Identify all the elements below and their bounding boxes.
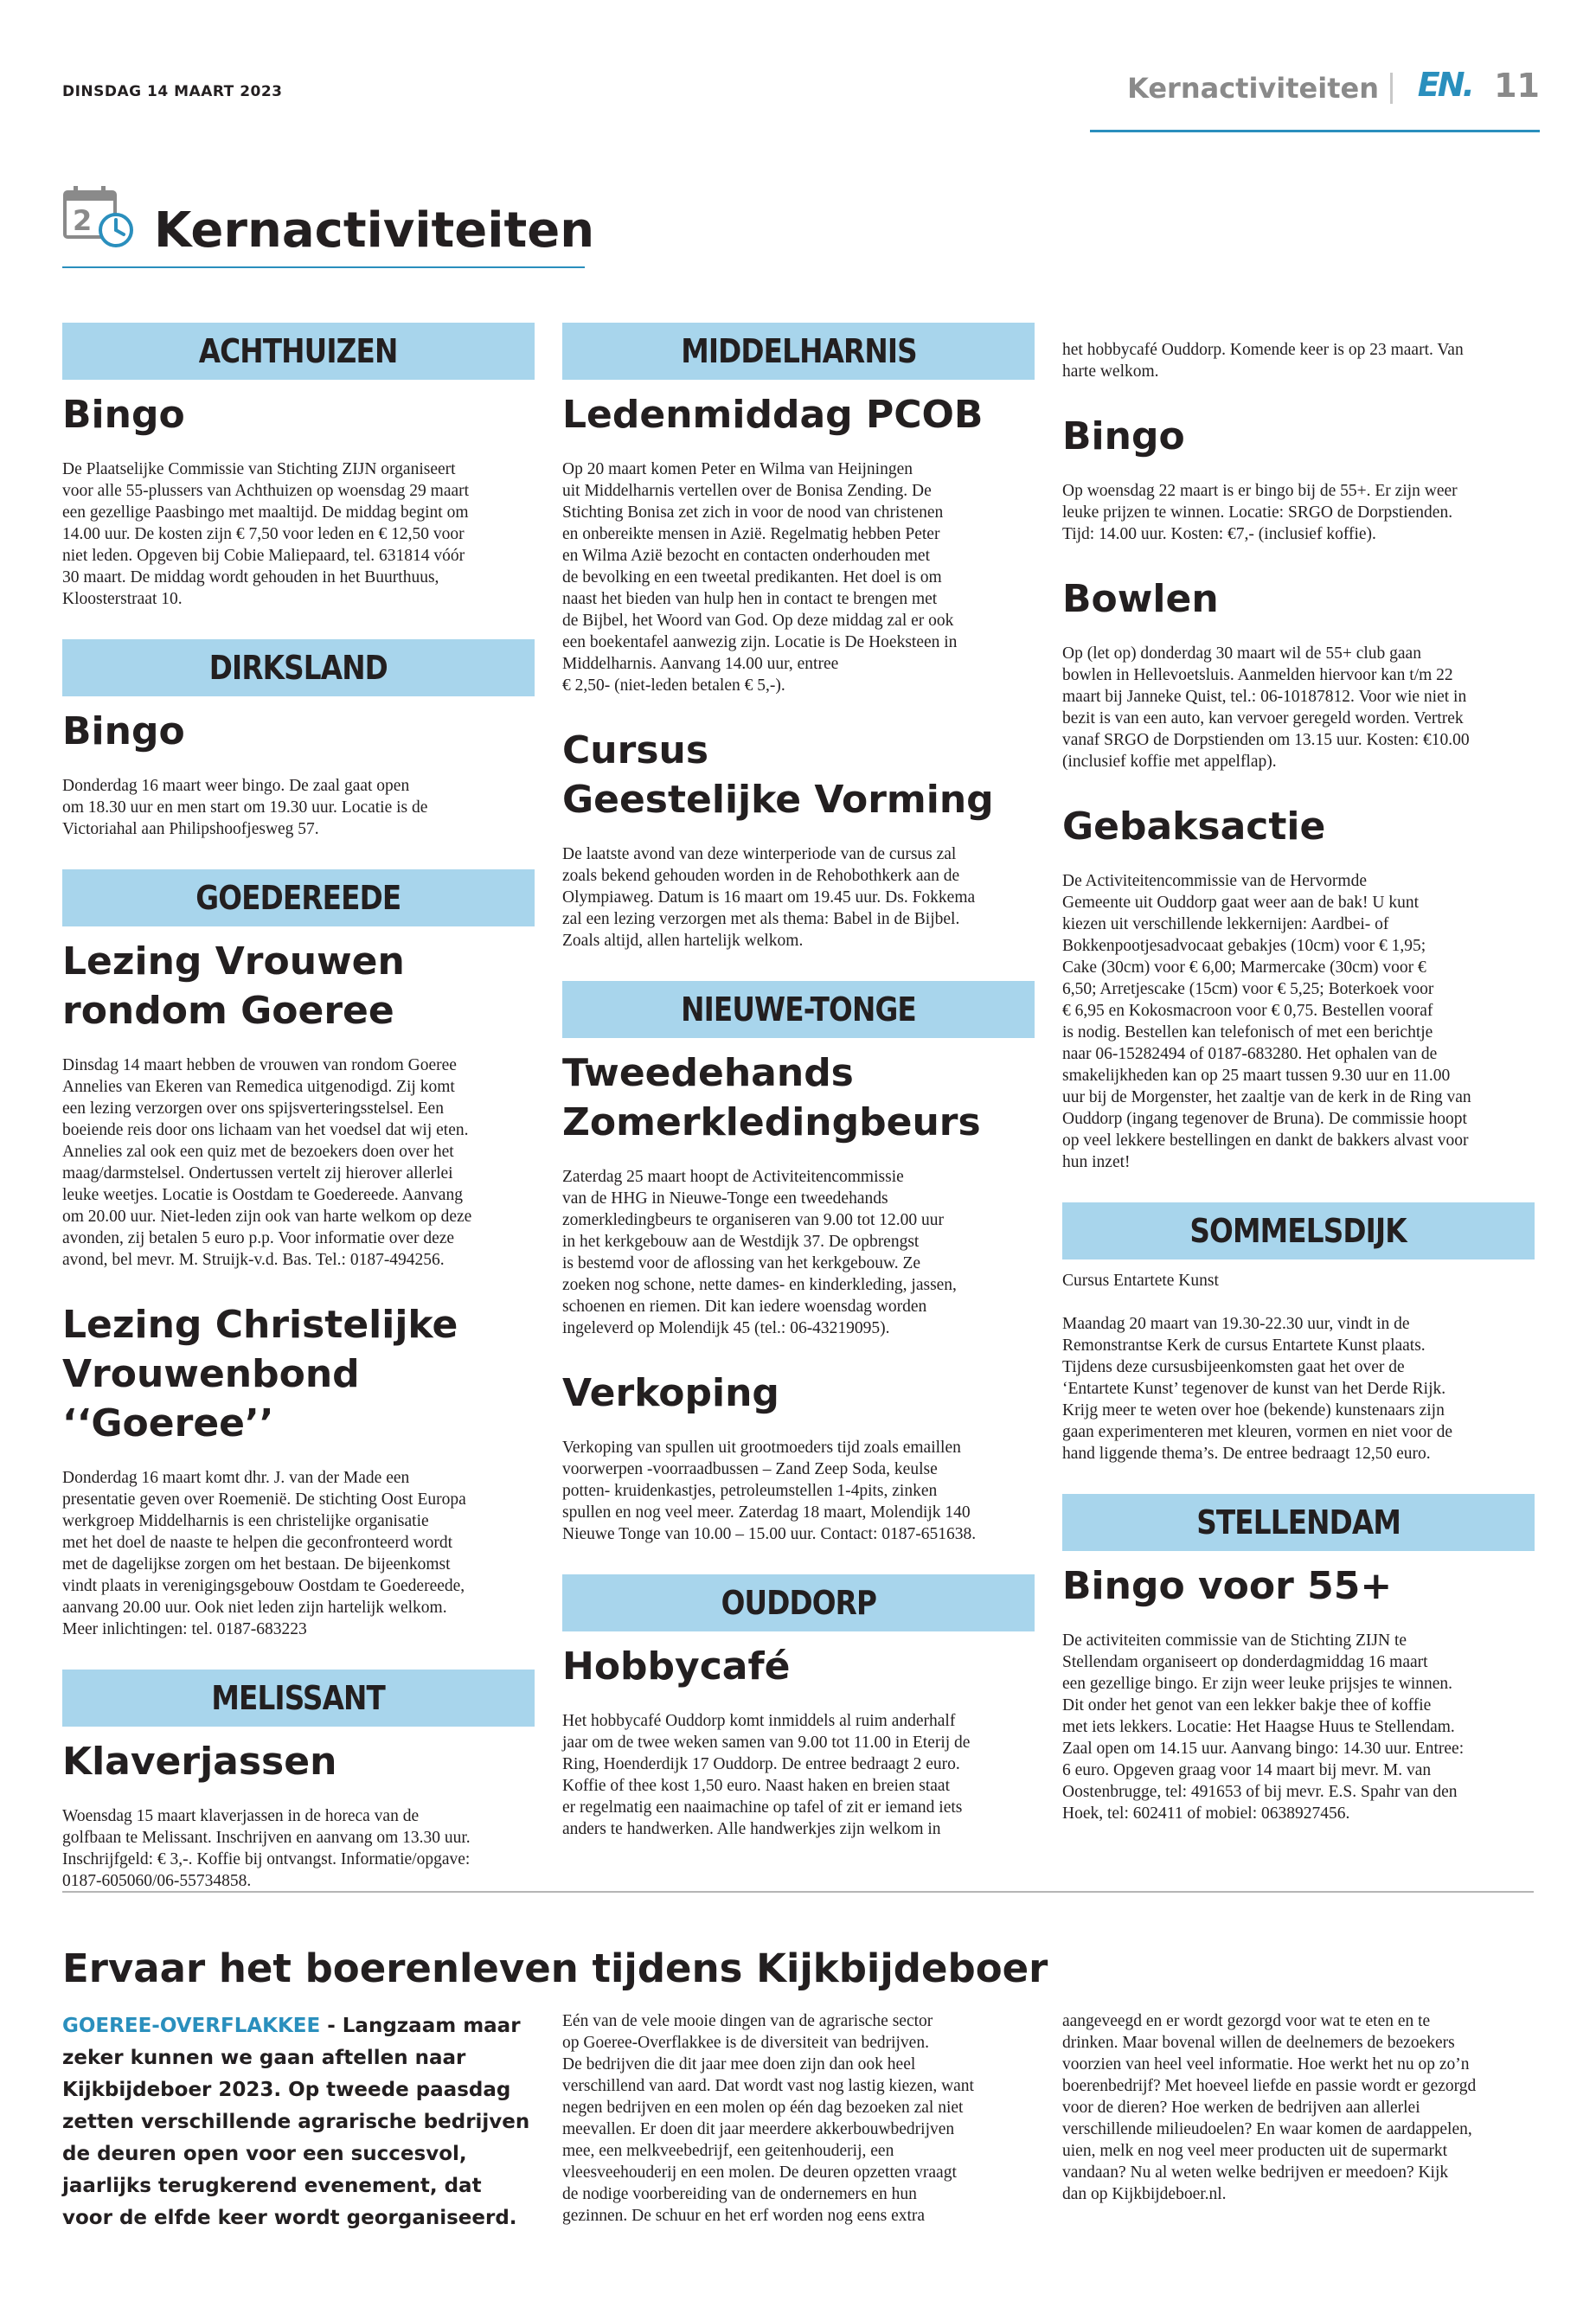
place-banner-goedereede [62, 869, 535, 926]
calendar-number: 2 [73, 204, 93, 237]
activity-text: Dinsdag 14 maart hebben de vrouwen van rondom Goeree Annelies van Ekeren van Remedica uitgenodigd. Zij komt een lezing verzorgen over ons spijsverteringsstelsel. Een boeiende reis door ons lichaam van het voedsel dat wij eten. Annelies zal ook een quiz met de bezoekers doen over het maag/darmstelsel. Ondertussen vertelt zij hierover allerlei leuke weetjes. Locatie is Oostdam te Goedereede. Aanvang om 20.00 uur. Niet-leden zijn ook van harte welkom op deze avonden, zij betalen 5 euro p.p. Voor informatie over deze avond, bel mevr. M. Struijk-v.d. Bas. Tel.: 0187-494256. [62, 1056, 472, 1269]
place-label: ACHTHUIZEN [199, 332, 398, 370]
activity-text: Donderdag 16 maart weer bingo. De zaal gaat open om 18.30 uur en men start om 19.30 uur. Locatie is de Victoriahal aan Philipshoofjesweg 57. [62, 777, 428, 838]
activity-text: De laatste avond van deze winterperiode van de cursus zal zoals bekend gehouden worden in de Rehobothkerk aan de Olympiaweg. Datum is 16 maart om 19.45 uur. Ds. Fokkema zal een lezing verzorgen met als thema: Babel in de Bijbel. Zoals altijd, allen hartelijk welkom. [562, 845, 976, 950]
activity-text: Donderdag 16 maart komt dhr. J. van der Made een presentatie geven over Roemenië. De stichting Oost Europa werkgroep Middelharnis is een christelijke organisatie met het doel de naaste te helpen die geconfronteerd wordt met de dagelijkse zorgen om het bestaan. De bijeenkomst vindt plaats in verenigingsgebouw Oostdam te Goedereede, aanvang 20.00 uur. Ook niet leden zijn hartelijk welkom. Meer inlichtingen: tel. 0187-683223 [62, 1469, 466, 1638]
activity-heading: Verkoping [562, 1371, 779, 1415]
activity-heading: Gebaksactie [1062, 804, 1326, 849]
activity-heading: Hobbycafé [562, 1644, 791, 1689]
article-location: GOEREE-OVERFLAKKEE [62, 2015, 321, 2037]
title-underline [62, 266, 585, 268]
page-number: 11 [1494, 67, 1540, 105]
activity-heading: Bingo [62, 709, 185, 753]
place-banner-ouddorp [562, 1574, 1035, 1631]
place-label: DIRKSLAND [208, 649, 388, 687]
column-3 [1062, 339, 1535, 1854]
activity-heading: Bowlen [1062, 577, 1219, 621]
page-title: Kernactiviteiten [154, 202, 595, 259]
place-label: NIEUWE-TONGE [681, 990, 916, 1029]
activity-text: Zaterdag 25 maart hoopt de Activiteitencommissie van de HHG in Nieuwe-Tonge een tweedehands zomerkledingbeurs te organiseren van 9.00 tot 12.00 uur in het kerkgebouw aan de Westdijk 37. De opbrengst is bestemd voor de aflossing van het kerkgebouw. Ze zoeken nog schone, nette dames- en kinderkleding, jassen, schoenen en riemen. Dit kan iedere woensdag worden ingeleverd op Molendijk 45 (tel.: 06-43219095). [562, 1168, 957, 1337]
publication-date: DINSDAG 14 MAART 2023 [62, 83, 283, 100]
activity-text: De Plaatselijke Commissie van Stichting ZIJN organiseert voor alle 55-plussers van Achthuizen op woensdag 29 maart een gezellige Paasbingo met maaltijd. De middag begint om 14.00 uur. De kosten zijn € 7,50 voor leden en € 12,50 voor niet leden. Opgeven bij Cobie Maliepaard, tel. 631814 vóór 30 maart. De middag wordt gehouden in het Buurthuus, Kloosterstraat 10. [62, 460, 470, 608]
place-banner-middelharnis [562, 323, 1035, 380]
article-lead-text: - Langzaam maar zeker kunnen we gaan aftellen naar Kijkbijdeboer 2023. Op tweede paasdag zetten verschillende agrarische bedrijven de deuren open voor een succesvol, jaarlijks terugkerend evenement, dat voor de elfde keer wordt georganiseerd. [62, 2015, 530, 2229]
en-logo: EN. [1417, 66, 1472, 104]
page-header [1090, 62, 1540, 132]
activity-heading: Lezing Vrouwen rondom Goeree [62, 939, 405, 1033]
place-label: SOMMELSDIJK [1189, 1212, 1407, 1250]
activity-subheading: Cursus Entartete Kunst [1062, 1272, 1219, 1290]
article-body-column-2: Eén van de vele mooie dingen van de agrarische sector op Goeree-Overflakkee is de diversiteit van bedrijven. De bedrijven die dit jaar mee doen zijn dan ook heel verschillend van aard. Dat wordt vast nog lastig kiezen, want negen bedrijven en een molen op één dag bezoeken zal niet meevallen. Er doen dit jaar meerdere akkerbouwbedrijven mee, een melkveebedrijf, een geitenhouderij, een vleesveehouderij en een molen. De deuren opzetten vraagt de nodige voorbereiding van de ondernemers en hun gezinnen. De schuur en het erf worden nog eens extra [562, 2012, 974, 2225]
place-banner-stellendam [1062, 1494, 1535, 1551]
activity-text: het hobbycafé Ouddorp. Komende keer is op 23 maart. Van harte welkom. [1062, 341, 1464, 381]
column-1 [62, 323, 535, 1921]
place-banner-nieuwe-tonge [562, 981, 1035, 1038]
section-label: Kernactiviteiten [1127, 72, 1379, 105]
activity-text: Woensdag 15 maart klaverjassen in de horeca van de golfbaan te Melissant. Inschrijven en aanvang om 13.30 uur. Inschrijfgeld: € 3,-. Koffie bij ontvangst. Informatie/opgave: 0187-605060/06-55734858. [62, 1807, 471, 1890]
activity-text: Verkoping van spullen uit grootmoeders tijd zoals emaillen voorwerpen -voorraadbussen – Zand Zeep Soda, keulse potten- kruidenkastjes, petroleumstellen 1-4pits, zinken spullen en nog veel meer. Zaterdag 18 maart, Molendijk 140 Nieuwe Tonge van 10.00 – 15.00 uur. Contact: 0187-651638. [562, 1439, 977, 1543]
activity-text: Het hobbycafé Ouddorp komt inmiddels al ruim anderhalf jaar om de twee weken samen van 9.00 tot 11.00 in Eterij de Ring, Hoenderdijk 17 Ouddorp. De entree bedraagt 2 euro. Koffie of thee kost 1,50 euro. Naast haken en breien staat er regelmatig een naaimachine op tafel of zit er iemand iets anders te handwerken. Alle handwerkjes zijn welkom in [562, 1712, 971, 1838]
article-divider [62, 1891, 1534, 1893]
place-label: STELLENDAM [1196, 1503, 1401, 1541]
activity-heading: Bingo [1062, 414, 1185, 458]
activity-text: Op (let op) donderdag 30 maart wil de 55+ club gaan bowlen in Hellevoetsluis. Aanmelden hiervoor kan t/m 22 maart bij Janneke Quist, tel.: 06-10187812. Voor wie niet in bezit is van een auto, kan vervoer geregeld worden. Vertrek vanaf SRGO de Dorpstienden om 13.15 uur. Kosten: €10.00 (inclusief koffie met appelflap). [1062, 644, 1470, 771]
place-label: OUDDORP [721, 1584, 876, 1622]
place-label: MIDDELHARNIS [680, 332, 917, 370]
activity-heading: Tweedehands Zomerkledingbeurs [562, 1051, 981, 1144]
activity-text: Op woensdag 22 maart is er bingo bij de 55+. Er zijn weer leuke prijzen te winnen. Locatie: SRGO de Dorpstienden. Tijd: 14.00 uur. Kosten: €7,- (inclusief koffie). [1062, 482, 1458, 543]
activity-heading: Bingo [62, 393, 185, 437]
activity-heading: Bingo voor 55+ [1062, 1564, 1393, 1608]
article-lead [62, 2010, 535, 2234]
place-label: GOEDEREEDE [195, 879, 401, 917]
activity-heading: Ledenmiddag PCOB [562, 393, 984, 437]
activity-heading: Cursus Geestelijke Vorming [562, 728, 994, 822]
column-2 [562, 323, 1035, 1869]
article-title: Ervaar het boerenleven tijdens Kijkbijdeboer [62, 1945, 1048, 1991]
header-divider [1390, 73, 1393, 104]
activity-text: Maandag 20 maart van 19.30-22.30 uur, vindt in de Remonstrantse Kerk de cursus Entartete Kunst plaats. Tijdens deze cursusbijeenkomsten gaat het over de ‘Entartete Kunst’ tegenover de kunst van het Derde Rijk. Krijg meer te weten over hoe (bekende) kunstenaars zijn gaan experimenteren met kleuren, vormen en niet voor de hand liggende thema’s. De entree bedraagt 12,50 euro. [1062, 1315, 1453, 1463]
place-banner-achthuizen [62, 323, 535, 380]
activity-heading: Lezing Christelijke Vrouwenbond ‘‘Goeree’’ [62, 1303, 458, 1445]
article-body-column-3: aangeveegd en er wordt gezorgd voor wat te eten en te drinken. Maar bovenal willen de deelnemers de bezoekers voorzien van heel veel informatie. Hoe werkt het nu op zo’n boerenbedrijf? Met hoeveel liefde en passie wordt er gezorgd voor de dieren? Hoe werken de bedrijven aan allerlei verschillende milieudoelen? En waar komen de aardappelen, uien, melk en nog veel meer producten uit de supermarkt vandaan? Nu al weten welke bedrijven er meedoen? Kijk dan op Kijkbijdeboer.nl. [1062, 2012, 1477, 2203]
activity-text: De Activiteitencommissie van de Hervormde Gemeente uit Ouddorp gaat weer aan de bak! U kunt kiezen uit verschillende lekkernijen: Aardbei- of Bokkenpootjesadvocaat gebakjes (10cm) voor € 1,95; Cake (30cm) voor € 6,00; Marmercake (30cm) voor € 6,50; Arretjescake (15cm) voor € 5,25; Boterkoek voor € 6,95 en Kokosmacroon voor € 0,75. Bestellen vooraf is nodig. Bestellen kan telefonisch of met een berichtje naar 06-15282494 of 0187-683280. Het ophalen van de smakelijkheden kan op 25 maart tussen 9.30 uur en 11.00 uur bij de Morgenster, het zaaltje van de kerk in de Ring van Ouddorp (ingang tegenover de Bruna). De commissie hoopt op veel lekkere bestellingen en dankt de bakkers alvast voor hun inzet! [1062, 872, 1471, 1171]
place-label: MELISSANT [211, 1679, 386, 1717]
place-banner-dirksland [62, 639, 535, 696]
activity-text: Op 20 maart komen Peter en Wilma van Heijningen uit Middelharnis vertellen over de Bonisa Zending. De Stichting Bonisa zet zich in voor de nood van christenen en onbereikte mensen in Azië. Regelmatig hebben Peter en Wilma Azië bezocht en contacten onderhouden met de bevolking en een tweetal predikanten. Het doel is om naast het bieden van hulp hen in contact te brengen met de Bijbel, het Woord van God. Op deze middag zal er ook een boekentafel aanwezig zijn. Locatie is De Hoeksteen in Middelharnis. Aanvang 14.00 uur, entree € 2,50- (niet-leden betalen € 5,-). [562, 460, 958, 695]
activity-heading: Klaverjassen [62, 1740, 337, 1784]
place-banner-melissant [62, 1670, 535, 1727]
activity-text: De activiteiten commissie van de Stichting ZIJN te Stellendam organiseert op donderdagmiddag 16 maart een gezellige bingo. Er zijn weer leuke prijsjes te winnen. Dit onder het genot van een lekker bakje thee of koffie met iets lekkers. Locatie: Het Haagse Huus te Stellendam. Zaal open om 14.15 uur. Aanvang bingo: 14.30 uur. Entree: 6 euro. Opgeven graag voor 14 maart bij mevr. M. van Oostenbrugge, tel: 491653 of bij mevr. E.S. Spahr van den Hoek, tel: 602411 of mobiel: 0638927456. [1062, 1631, 1465, 1823]
place-banner-sommelsdijk [1062, 1202, 1535, 1259]
calendar-clock-icon [62, 183, 138, 253]
